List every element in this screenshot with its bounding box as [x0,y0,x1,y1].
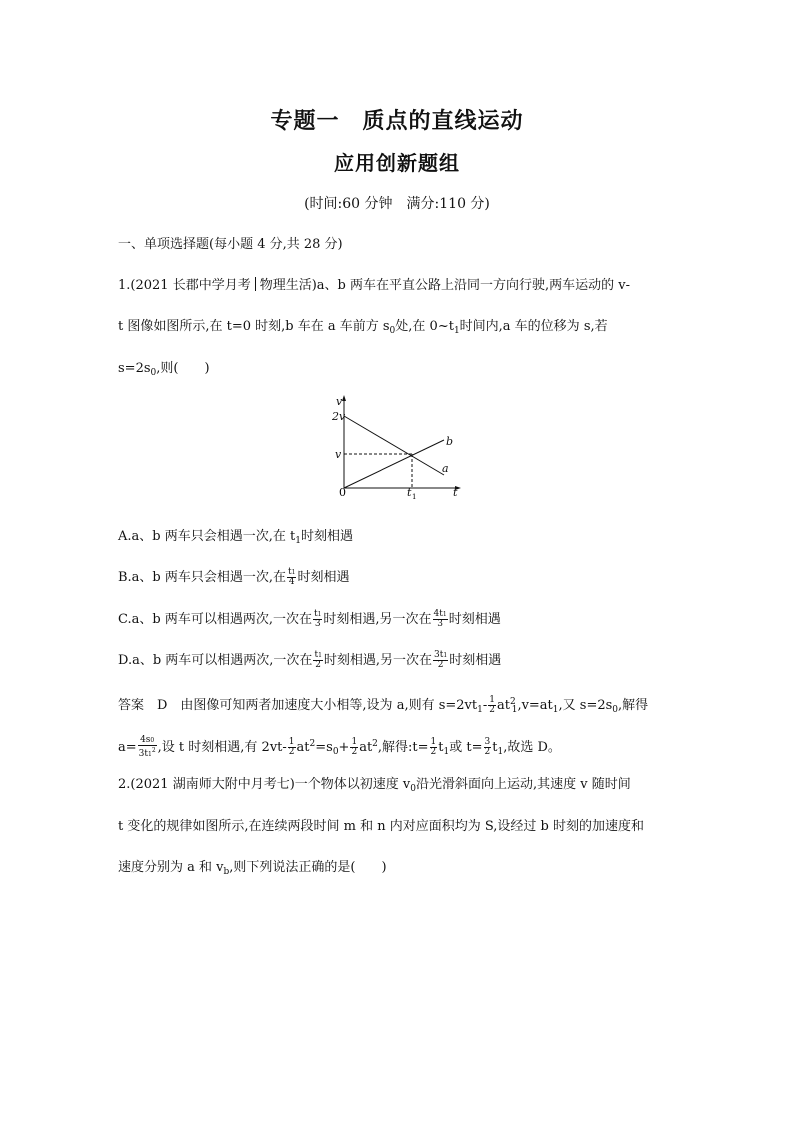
q2-line-2: t 变化的规律如图所示,在连续两段时间 m 和 n 内对应面积均为 S,设经过 b 时刻的加速度和 [118,819,645,834]
tick-v: v [335,448,342,461]
q1-line-2: t 图像如图所示,在 t=0 时刻,b 车在 a 车前方 $s_0$处,在 $0\sim t_1$时间内,a 车的位移为 s,若 [118,319,608,336]
option-B[interactable]: B.a、b 两车只会相遇一次,在 $\frac{t1}{4}$ 时刻相遇 [118,567,350,587]
tick-t1-sub: 1 [412,493,417,501]
q1-line-1: 1.(2021 长郡中学月考 物理生活)a、b 两车在平直公路上沿同一方向行驶,两车运动的 v- [118,278,630,293]
q2-line-1: 2.(2021 湖南师大附中月考七)一个物体以初速度 $v_0$沿光滑斜面向上运动,其速度 v 随时间 [118,777,631,794]
page-subtitle: 应用创新题组 [334,151,460,175]
answer-line-2: a= $\frac{4s0}{3t1^2}$ ,设 t 时刻相遇,有 2vt- $\frac{1}{2}$ $at^2=s_0+$ $\frac{1}{2}$ $at^2$,解得:t= $\frac{1}{2}$ $t_1$或 t= $\frac{3}{2}$ $t_1$,故选 D。 [118,735,561,759]
line-a [344,416,444,475]
q1-line-3: $s=2s_0$,则( ) [118,361,210,378]
page-title: 专题一 质点的直线运动 [270,109,524,134]
line-b [344,440,444,488]
tick-t1: t [407,486,412,499]
option-D[interactable]: D.a、b 两车可以相遇两次,一次在 $\frac{t1}{2}$ 时刻相遇,另一次在 $\frac{3t1}{2}$ 时刻相遇 [118,650,502,670]
label-a: a [442,462,449,475]
tick-2v: 2v [332,410,346,423]
section-heading: 一、单项选择题(每小题 4 分,共 28 分) [118,237,343,252]
label-b: b [446,435,454,448]
origin-label: 0 [339,486,346,499]
v-axis-label: v [336,395,343,408]
vt-graph [332,393,467,501]
v-axis-arrow [342,395,346,401]
option-C[interactable]: C.a、b 两车可以相遇两次,一次在 $\frac{t1}{3}$ 时刻相遇,另一次在 $\frac{4t1}{3}$ 时刻相遇 [118,609,501,629]
time-info: (时间:60 分钟 满分:110 分) [304,196,490,212]
answer-line-1: 答案 D 由图像可知两者加速度大小相等,设为 a,则有 $s=2vt_1-$ $\frac{1}{2}$ $at^2_1,v=at_1$,又 $s=2s_0$,解得 [118,695,649,715]
option-A[interactable]: A.a、b 两车只会相遇一次,在 $t_1$时刻相遇 [118,529,353,546]
t-axis-label: t [453,486,458,499]
q2-line-3: 速度分别为 a 和 $v_b$,则下列说法正确的是( ) [118,860,387,877]
